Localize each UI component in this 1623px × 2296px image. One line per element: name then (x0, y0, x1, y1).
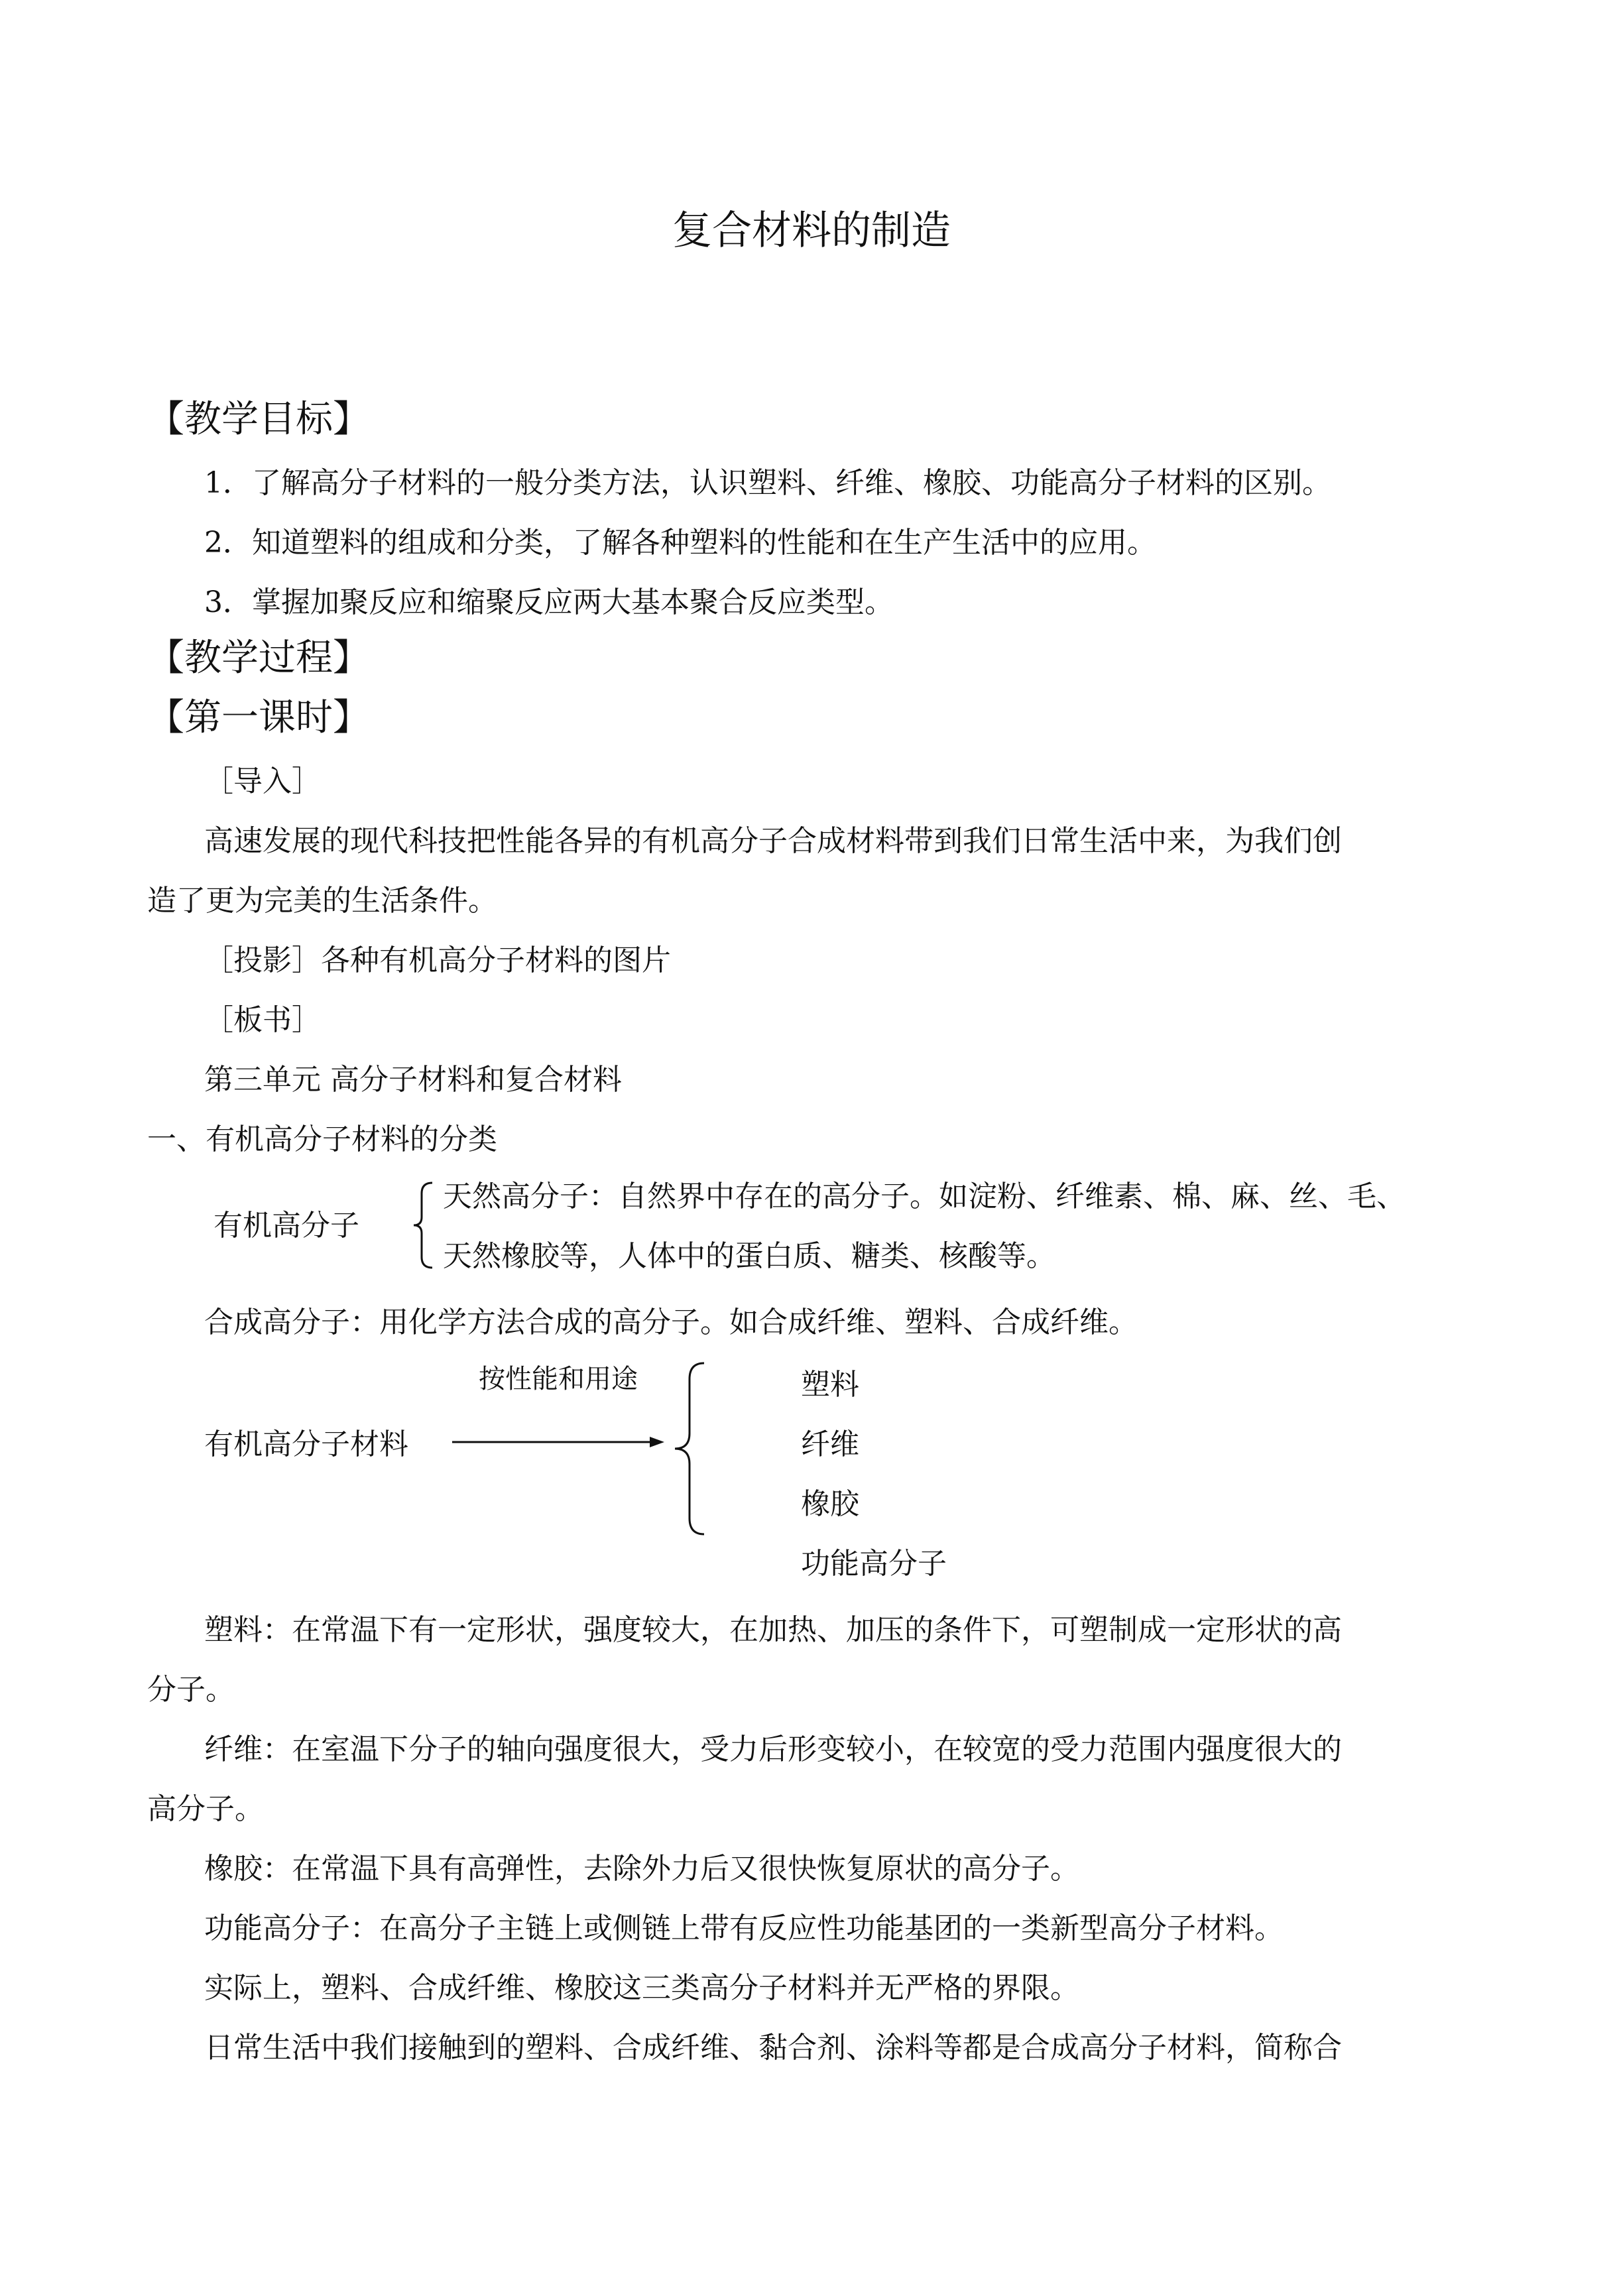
left-brace-icon (411, 1179, 438, 1272)
intro-label: ［导入］ (204, 764, 321, 798)
unit-title: 第三单元 高分子材料和复合材料 (204, 1063, 622, 1097)
board-label: ［板书］ (204, 1003, 321, 1037)
projection-note: ［投影］各种有机高分子材料的图片 (204, 943, 671, 977)
definition-line: 橡胶：在常温下具有高弹性，去除外力后又很快恢复原状的高分子。 (204, 1852, 1079, 1886)
note-line: 实际上，塑料、合成纤维、橡胶这三类高分子材料并无严格的界限。 (204, 1971, 1079, 2005)
definition-line: 功能高分子：在高分子主链上或侧链上带有反应性功能基团的一类新型高分子材料。 (204, 1911, 1284, 1945)
definition-line: 纤维：在室温下分子的轴向强度很大，受力后形变较小，在较宽的受力范围内强度很大的 (204, 1732, 1342, 1766)
natural-polymer-line: 天然高分子：自然界中存在的高分子。如淀粉、纤维素、棉、麻、丝、毛、 (443, 1179, 1406, 1213)
diagram-target: 橡胶 (801, 1487, 859, 1521)
section-heading: 一、有机高分子材料的分类 (147, 1122, 497, 1156)
lesson1-heading: 【第一课时】 (147, 696, 370, 739)
left-brace-icon (670, 1359, 709, 1538)
intro-paragraph-line: 造了更为完美的生活条件。 (147, 884, 497, 918)
diagram-source: 有机高分子材料 (204, 1427, 408, 1461)
goal-item: 1．了解高分子材料的一般分类方法，认识塑料、纤维、橡胶、功能高分子材料的区别。 (204, 466, 1331, 500)
intro-paragraph-line: 高速发展的现代科技把性能各异的有机高分子合成材料带到我们日常生活中来，为我们创 (204, 824, 1342, 858)
diagram-target: 纤维 (801, 1427, 859, 1461)
diagram-target: 塑料 (801, 1368, 859, 1402)
arrow-right-icon (451, 1432, 670, 1452)
definition-line: 塑料：在常温下有一定形状，强度较大，在加热、加压的条件下，可塑制成一定形状的高 (204, 1613, 1342, 1647)
goal-item: 2．知道塑料的组成和分类，了解各种塑料的性能和在生产生活中的应用。 (204, 526, 1156, 560)
classification-root: 有机高分子 (213, 1209, 359, 1242)
process-heading: 【教学过程】 (147, 636, 370, 680)
goals-heading: 【教学目标】 (147, 398, 370, 441)
paragraph-line: 日常生活中我们接触到的塑料、合成纤维、黏合剂、涂料等都是合成高分子材料，简称合 (204, 2031, 1342, 2065)
goal-item: 3．掌握加聚反应和缩聚反应两大基本聚合反应类型。 (204, 585, 894, 619)
natural-polymer-line: 天然橡胶等，人体中的蛋白质、糖类、核酸等。 (443, 1239, 1055, 1273)
page-title: 复合材料的制造 (672, 208, 951, 254)
definition-line: 分子。 (147, 1673, 235, 1707)
arrow-label: 按性能和用途 (479, 1364, 638, 1394)
definition-line: 高分子。 (147, 1792, 264, 1826)
diagram-target: 功能高分子 (801, 1547, 947, 1581)
synthetic-polymer-line: 合成高分子：用化学方法合成的高分子。如合成纤维、塑料、合成纤维。 (204, 1305, 1138, 1339)
